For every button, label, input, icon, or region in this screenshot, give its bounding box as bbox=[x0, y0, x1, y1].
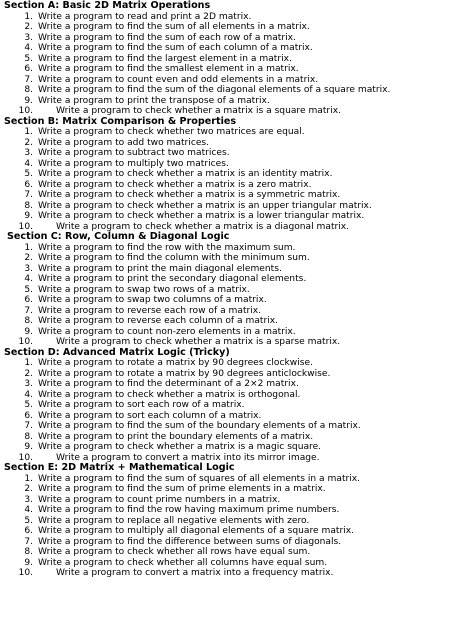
item-number: 3. bbox=[24, 263, 33, 274]
item-number: 1. bbox=[24, 127, 33, 137]
list-item bbox=[4, 264, 472, 275]
list-item bbox=[4, 85, 472, 96]
item-text: Write a program to find the column with the minimum sum. bbox=[38, 253, 310, 263]
item-text: Write a program to find the sum of the diagonal elements of a square matrix. bbox=[38, 85, 391, 95]
list-item bbox=[4, 547, 472, 558]
item-number: 10. bbox=[18, 568, 33, 578]
item-text: Write a program to find the smallest element in a matrix. bbox=[38, 64, 299, 74]
item-number: 1. bbox=[24, 473, 33, 484]
item-text: Write a program to rotate a matrix by 90 degrees clockwise. bbox=[38, 358, 313, 368]
item-number: 1. bbox=[24, 358, 33, 368]
item-number: 2. bbox=[24, 253, 33, 263]
item-text: Write a program to find the sum of each row of a matrix. bbox=[38, 32, 296, 43]
item-number: 10. bbox=[18, 106, 33, 116]
item-number: 2. bbox=[24, 137, 33, 148]
list-item bbox=[4, 148, 472, 159]
list-item bbox=[4, 516, 472, 527]
item-number: 5. bbox=[24, 515, 33, 526]
item-number: 6. bbox=[24, 179, 33, 190]
section-c bbox=[4, 232, 472, 348]
section-title: Section A: Basic 2D Matrix Operations bbox=[4, 0, 211, 11]
list-item bbox=[4, 432, 472, 443]
item-text: Write a program to swap two rows of a matrix. bbox=[38, 284, 250, 295]
item-text: Write a program to count even and odd elements in a matrix. bbox=[38, 74, 319, 85]
item-number: 7. bbox=[24, 190, 33, 200]
item-number: 4. bbox=[24, 43, 33, 53]
item-number: 9. bbox=[24, 211, 33, 221]
item-text: Write a program to add two matrices. bbox=[38, 137, 210, 148]
item-text: Write a program to print the transpose of a matrix. bbox=[38, 95, 270, 106]
list-item bbox=[4, 537, 472, 548]
item-text: Write a program to find the determinant of a 2×2 matrix. bbox=[38, 379, 299, 389]
item-number: 8. bbox=[24, 316, 33, 326]
item-text: Write a program to print the boundary elements of a matrix. bbox=[38, 431, 314, 442]
list-item bbox=[4, 180, 472, 191]
item-number: 9. bbox=[24, 557, 33, 568]
item-number: 8. bbox=[24, 431, 33, 442]
list-item bbox=[4, 295, 472, 306]
item-text: Write a program to sort each row of a matrix. bbox=[38, 400, 245, 410]
item-number: 2. bbox=[24, 484, 33, 494]
item-text: Write a program to reverse each column of a matrix. bbox=[38, 316, 279, 326]
list-item bbox=[4, 400, 472, 411]
list-item bbox=[4, 43, 472, 54]
item-text: Write a program to print the secondary diagonal elements. bbox=[38, 274, 307, 284]
item-number: 6. bbox=[24, 64, 33, 74]
document-body bbox=[4, 1, 472, 579]
list-item bbox=[4, 96, 472, 107]
list-item bbox=[4, 358, 472, 369]
item-number: 9. bbox=[24, 326, 33, 337]
item-text: Write a program to check whether a matrix is a zero matrix. bbox=[38, 179, 312, 190]
item-text: Write a program to find the sum of each column of a matrix. bbox=[38, 43, 313, 53]
list-item bbox=[4, 54, 472, 65]
item-text: Write a program to rotate a matrix by 90 degrees anticlockwise. bbox=[38, 368, 331, 379]
item-text: Write a program to convert a matrix into its mirror image. bbox=[56, 452, 320, 463]
list-item bbox=[4, 558, 472, 569]
item-number: 6. bbox=[24, 526, 33, 536]
list-item bbox=[4, 190, 472, 201]
item-number: 4. bbox=[24, 158, 33, 169]
list-item bbox=[4, 421, 472, 432]
item-text: Write a program to read and print a 2D matrix. bbox=[38, 11, 252, 22]
item-number: 5. bbox=[24, 53, 33, 64]
item-number: 7. bbox=[24, 421, 33, 431]
item-text: Write a program to convert a matrix into a frequency matrix. bbox=[56, 568, 334, 578]
list-item bbox=[4, 495, 472, 506]
item-text: Write a program to check whether a matrix is a symmetric matrix. bbox=[38, 190, 341, 200]
item-number: 10. bbox=[18, 452, 33, 463]
item-text: Write a program to check whether all columns have equal sum. bbox=[38, 557, 328, 568]
item-number: 2. bbox=[24, 22, 33, 32]
item-text: Write a program to count prime numbers in a matrix. bbox=[38, 494, 281, 505]
list-item bbox=[4, 369, 472, 380]
item-number: 5. bbox=[24, 400, 33, 410]
item-number: 4. bbox=[24, 505, 33, 515]
item-text: Write a program to multiply two matrices. bbox=[38, 158, 229, 169]
list-item bbox=[4, 106, 472, 117]
item-text: Write a program to check whether all rows have equal sum. bbox=[38, 547, 311, 557]
list-item bbox=[4, 327, 472, 338]
list-item bbox=[4, 411, 472, 422]
list-item bbox=[4, 285, 472, 296]
list-item bbox=[4, 390, 472, 401]
list-item bbox=[4, 138, 472, 149]
list-item bbox=[4, 253, 472, 264]
list-item bbox=[4, 379, 472, 390]
item-number: 6. bbox=[24, 295, 33, 305]
item-text: Write a program to subtract two matrices. bbox=[38, 148, 230, 158]
item-number: 3. bbox=[24, 32, 33, 43]
item-text: Write a program to print the main diagonal elements. bbox=[38, 263, 282, 274]
list-item bbox=[4, 127, 472, 138]
item-number: 7. bbox=[24, 305, 33, 316]
list-item bbox=[4, 568, 472, 579]
list-item bbox=[4, 337, 472, 348]
item-number: 4. bbox=[24, 274, 33, 284]
item-number: 10. bbox=[18, 221, 33, 232]
item-text: Write a program to check whether a matrix is a lower triangular matrix. bbox=[38, 211, 365, 221]
item-text: Write a program to replace all negative elements with zero. bbox=[38, 515, 310, 526]
item-number: 4. bbox=[24, 389, 33, 400]
item-number: 3. bbox=[24, 379, 33, 389]
item-number: 5. bbox=[24, 284, 33, 295]
item-text: Write a program to reverse each row of a matrix. bbox=[38, 305, 262, 316]
item-text: Write a program to check whether two matrices are equal. bbox=[38, 127, 305, 137]
list-item bbox=[4, 159, 472, 170]
item-text: Write a program to find the sum of squares of all elements in a matrix. bbox=[38, 473, 361, 484]
item-number: 8. bbox=[24, 547, 33, 557]
list-item bbox=[4, 505, 472, 516]
list-item bbox=[4, 22, 472, 33]
list-item bbox=[4, 12, 472, 23]
section-d bbox=[4, 348, 472, 464]
item-text: Write a program to check whether a matrix is a diagonal matrix. bbox=[56, 221, 350, 232]
item-text: Write a program to check whether a matrix is a sparse matrix. bbox=[56, 337, 341, 347]
item-text: Write a program to check whether a matrix is an upper triangular matrix. bbox=[38, 200, 372, 211]
item-number: 9. bbox=[24, 95, 33, 106]
item-text: Write a program to check whether a matrix is an identity matrix. bbox=[38, 169, 333, 179]
item-number: 8. bbox=[24, 200, 33, 211]
item-text: Write a program to swap two columns of a matrix. bbox=[38, 295, 267, 305]
item-number: 7. bbox=[24, 74, 33, 85]
section-title: Section B: Matrix Comparison & Properties bbox=[4, 115, 237, 127]
item-text: Write a program to count non-zero elements in a matrix. bbox=[38, 326, 296, 337]
item-number: 2. bbox=[24, 368, 33, 379]
item-number: 8. bbox=[24, 85, 33, 95]
item-text: Write a program to find the sum of all elements in a matrix. bbox=[38, 22, 310, 32]
item-number: 1. bbox=[24, 242, 33, 253]
item-number: 9. bbox=[24, 442, 33, 452]
item-number: 3. bbox=[24, 494, 33, 505]
item-number: 10. bbox=[18, 337, 33, 347]
item-text: Write a program to find the largest element in a matrix. bbox=[38, 53, 292, 64]
list-item bbox=[4, 211, 472, 222]
item-text: Write a program to sort each column of a matrix. bbox=[38, 410, 262, 421]
section-title: Section D: Advanced Matrix Logic (Tricky) bbox=[4, 346, 230, 358]
item-text: Write a program to find the row with the maximum sum. bbox=[38, 242, 296, 253]
item-text: Write a program to find the sum of prime elements in a matrix. bbox=[38, 484, 326, 494]
list-item bbox=[4, 474, 472, 485]
item-text: Write a program to find the difference between sums of diagonals. bbox=[38, 536, 342, 547]
list-item bbox=[4, 274, 472, 285]
item-number: 5. bbox=[24, 169, 33, 179]
section-title: Section E: 2D Matrix + Mathematical Logic bbox=[4, 462, 235, 473]
item-text: Write a program to multiply all diagonal elements of a square matrix. bbox=[38, 526, 355, 536]
section-e bbox=[4, 463, 472, 579]
list-item bbox=[4, 75, 472, 86]
item-number: 7. bbox=[24, 536, 33, 547]
list-item bbox=[4, 526, 472, 537]
item-number: 6. bbox=[24, 410, 33, 421]
item-text: Write a program to find the row having maximum prime numbers. bbox=[38, 505, 340, 515]
list-item bbox=[4, 243, 472, 254]
list-item bbox=[4, 306, 472, 317]
list-item bbox=[4, 201, 472, 212]
item-text: Write a program to check whether a matrix is a square matrix. bbox=[56, 106, 341, 116]
section-title: Section C: Row, Column & Diagonal Logic bbox=[7, 231, 230, 242]
list-item bbox=[4, 169, 472, 180]
section-a bbox=[4, 1, 472, 117]
section-b bbox=[4, 117, 472, 233]
list-item bbox=[4, 484, 472, 495]
item-number: 3. bbox=[24, 148, 33, 158]
list-item bbox=[4, 33, 472, 44]
list-item bbox=[4, 316, 472, 327]
list-item bbox=[4, 442, 472, 453]
item-text: Write a program to check whether a matrix is orthogonal. bbox=[38, 389, 301, 400]
list-item bbox=[4, 64, 472, 75]
item-text: Write a program to find the sum of the boundary elements of a matrix. bbox=[38, 421, 361, 431]
item-number: 1. bbox=[24, 11, 33, 22]
item-text: Write a program to check whether a matrix is a magic square. bbox=[38, 442, 322, 452]
